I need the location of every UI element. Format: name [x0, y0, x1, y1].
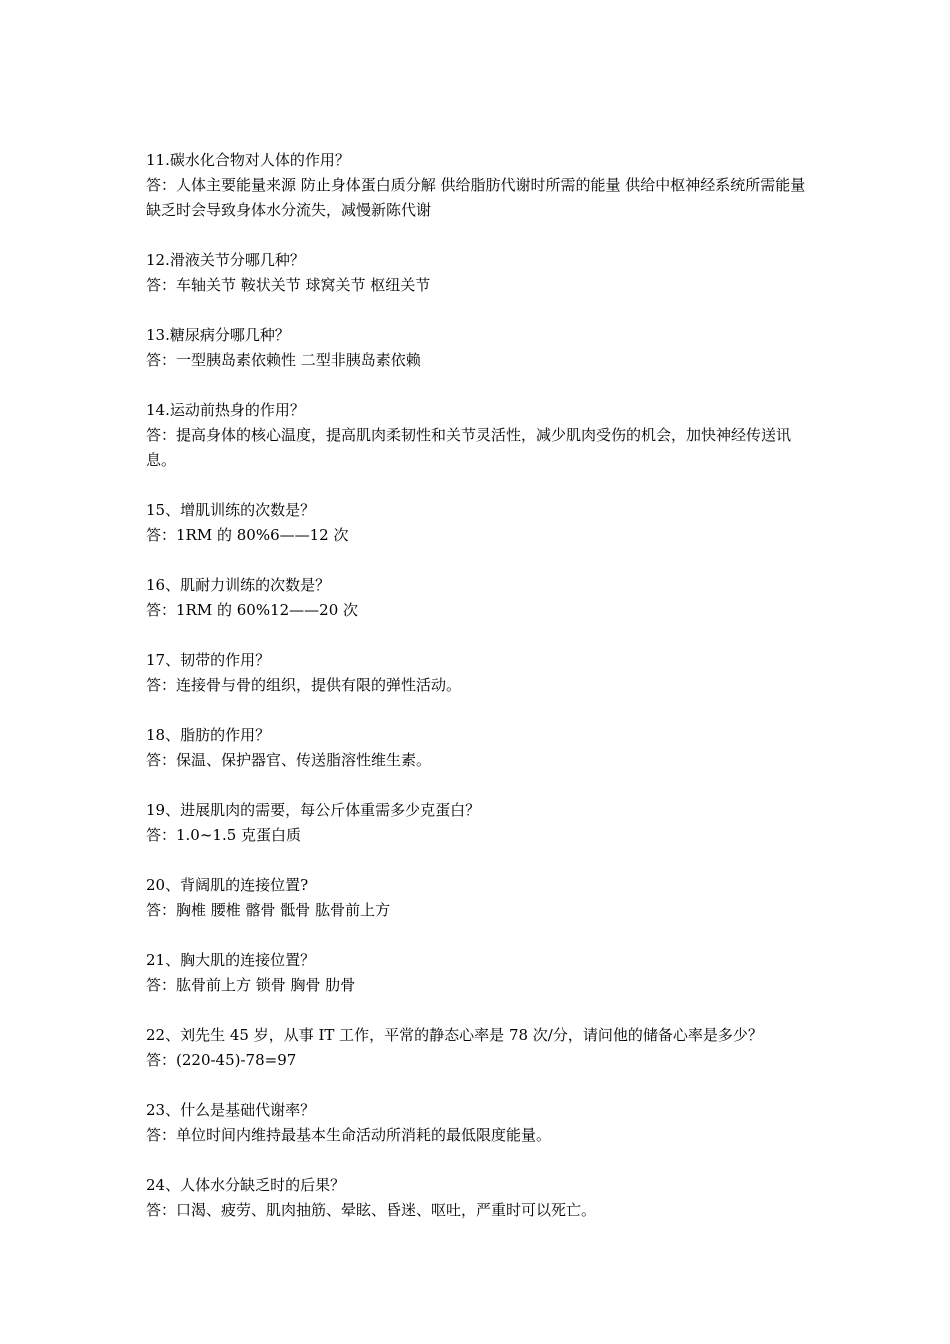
answer: 答：提高身体的核心温度，提高肌肉柔韧性和关节灵活性，减少肌肉受伤的机会，加快神经传送讯息。	[146, 426, 792, 469]
answer: 答：单位时间内维持最基本生命活动所消耗的最低限度能量。	[146, 1126, 552, 1144]
question: 14.运动前热身的作用？	[146, 401, 305, 419]
question: 19、进展肌肉的需要，每公斤体重需多少克蛋白？	[146, 801, 481, 819]
answer: 答：连接骨与骨的组织，提供有限的弹性活动。	[146, 676, 462, 694]
question: 11.碳水化合物对人体的作用？	[146, 151, 350, 169]
question: 20、背阔肌的连接位置?	[146, 876, 309, 894]
qa-item-13	[146, 323, 814, 373]
answer: 答：人体主要能量来源 防止身体蛋白质分解 供给脂肪代谢时所需的能量 供给中枢神经系统所需能量 缺乏时会导致身体水分流失，减慢新陈代谢	[146, 176, 806, 219]
qa-item-15	[146, 498, 814, 548]
answer: 答：车轴关节 鞍状关节 球窝关节 枢纽关节	[146, 276, 431, 294]
qa-item-23	[146, 1098, 814, 1148]
question: 18、脂肪的作用？	[146, 726, 271, 744]
question: 15、增肌训练的次数是？	[146, 501, 316, 519]
answer: 答：一型胰岛素依赖性 二型非胰岛素依赖	[146, 351, 421, 369]
question: 21、胸大肌的连接位置？	[146, 951, 316, 969]
qa-item-18	[146, 723, 814, 773]
answer: 答：1RM 的 80%6——12 次	[146, 526, 349, 544]
answer: 答：保温、保护器官、传送脂溶性维生素。	[146, 751, 432, 769]
answer: 答：1RM 的 60%12——20 次	[146, 601, 359, 619]
qa-item-11	[146, 148, 814, 223]
question: 17、韧带的作用？	[146, 651, 271, 669]
qa-item-20	[146, 873, 814, 923]
qa-item-19	[146, 798, 814, 848]
answer: 答：(220-45)-78=97	[146, 1051, 297, 1069]
qa-item-12	[146, 248, 814, 298]
answer: 答：肱骨前上方 锁骨 胸骨 肋骨	[146, 976, 356, 994]
answer: 答：1.0~1.5 克蛋白质	[146, 826, 302, 844]
qa-item-21	[146, 948, 814, 998]
qa-item-22	[146, 1023, 814, 1073]
question: 16、肌耐力训练的次数是？	[146, 576, 331, 594]
qa-item-14	[146, 398, 814, 473]
question: 13.糖尿病分哪几种？	[146, 326, 290, 344]
question: 12.滑液关节分哪几种？	[146, 251, 305, 269]
qa-item-16	[146, 573, 814, 623]
qa-item-17	[146, 648, 814, 698]
answer: 答：口渴、疲劳、肌肉抽筋、晕眩、昏迷、呕吐，严重时可以死亡。	[146, 1201, 597, 1219]
question: 23、什么是基础代谢率？	[146, 1101, 316, 1119]
question: 24、人体水分缺乏时的后果？	[146, 1176, 346, 1194]
answer: 答：胸椎 腰椎 髂骨 骶骨 肱骨前上方	[146, 901, 391, 919]
qa-item-24	[146, 1173, 814, 1223]
document-page	[146, 148, 814, 1248]
question: 22、刘先生 45 岁，从事 IT 工作，平常的静态心率是 78 次/分，请问他的储备心率是多少？	[146, 1026, 763, 1044]
